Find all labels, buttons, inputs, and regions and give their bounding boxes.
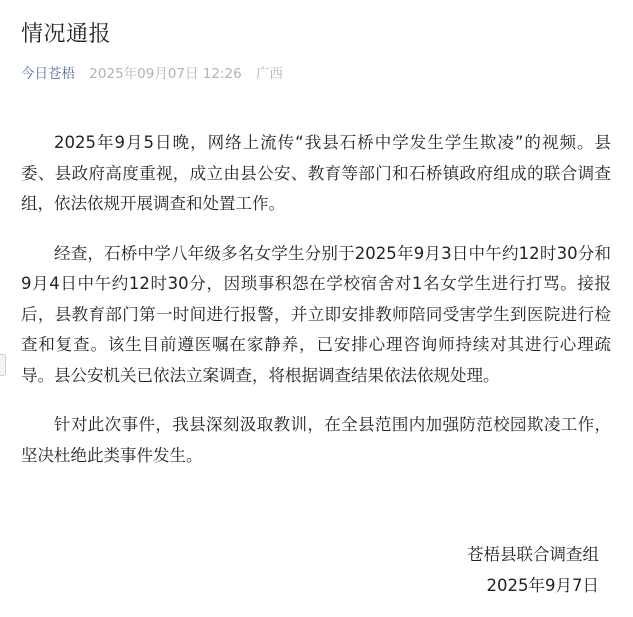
article-meta (21, 64, 611, 84)
publish-location: 广西 (256, 66, 284, 82)
publish-time: 2025年09月07日 12:26 (89, 66, 242, 82)
signature-date: 2025年9月7日 (486, 575, 599, 595)
article-content (21, 128, 611, 471)
paragraph: 2025年9月5日晚，网络上流传“我县石桥中学发生学生欺凌”的视频。县委、县政府高度重视，成立由县公安、教育等部门和石桥镇政府组成的联合调查组，依法依规开展调查和处置工作。 (21, 133, 611, 213)
signature-block (467, 540, 599, 601)
signature-org: 苍梧县联合调查组 (467, 545, 599, 564)
article-title: 情况通报 (21, 22, 112, 47)
account-name-link[interactable]: 今日苍梧 (21, 66, 75, 82)
article (21, 0, 611, 490)
paragraph: 针对此次事件，我县深刻汲取教训，在全县范围内加强防范校园欺凌工作，坚决杜绝此类事件发生。 (21, 415, 611, 465)
side-drawer-handle[interactable] (0, 354, 6, 376)
paragraph: 经查，石桥中学八年级多名女学生分别于2025年9月3日中午约12时30分和9月4日中午约12时30分，因琐事积怨在学校宿舍对1名女学生进行打骂。接报后，县教育部门第一时间进行报警，并立即安排教师陪同受害学生到医院进行检查和复查。该生目前遵医嘱在家静养，已安排心理咨询师持续对其进行心理疏导。县公安机关已依法立案调查，将根据调查结果依法依规处理。 (21, 243, 611, 385)
